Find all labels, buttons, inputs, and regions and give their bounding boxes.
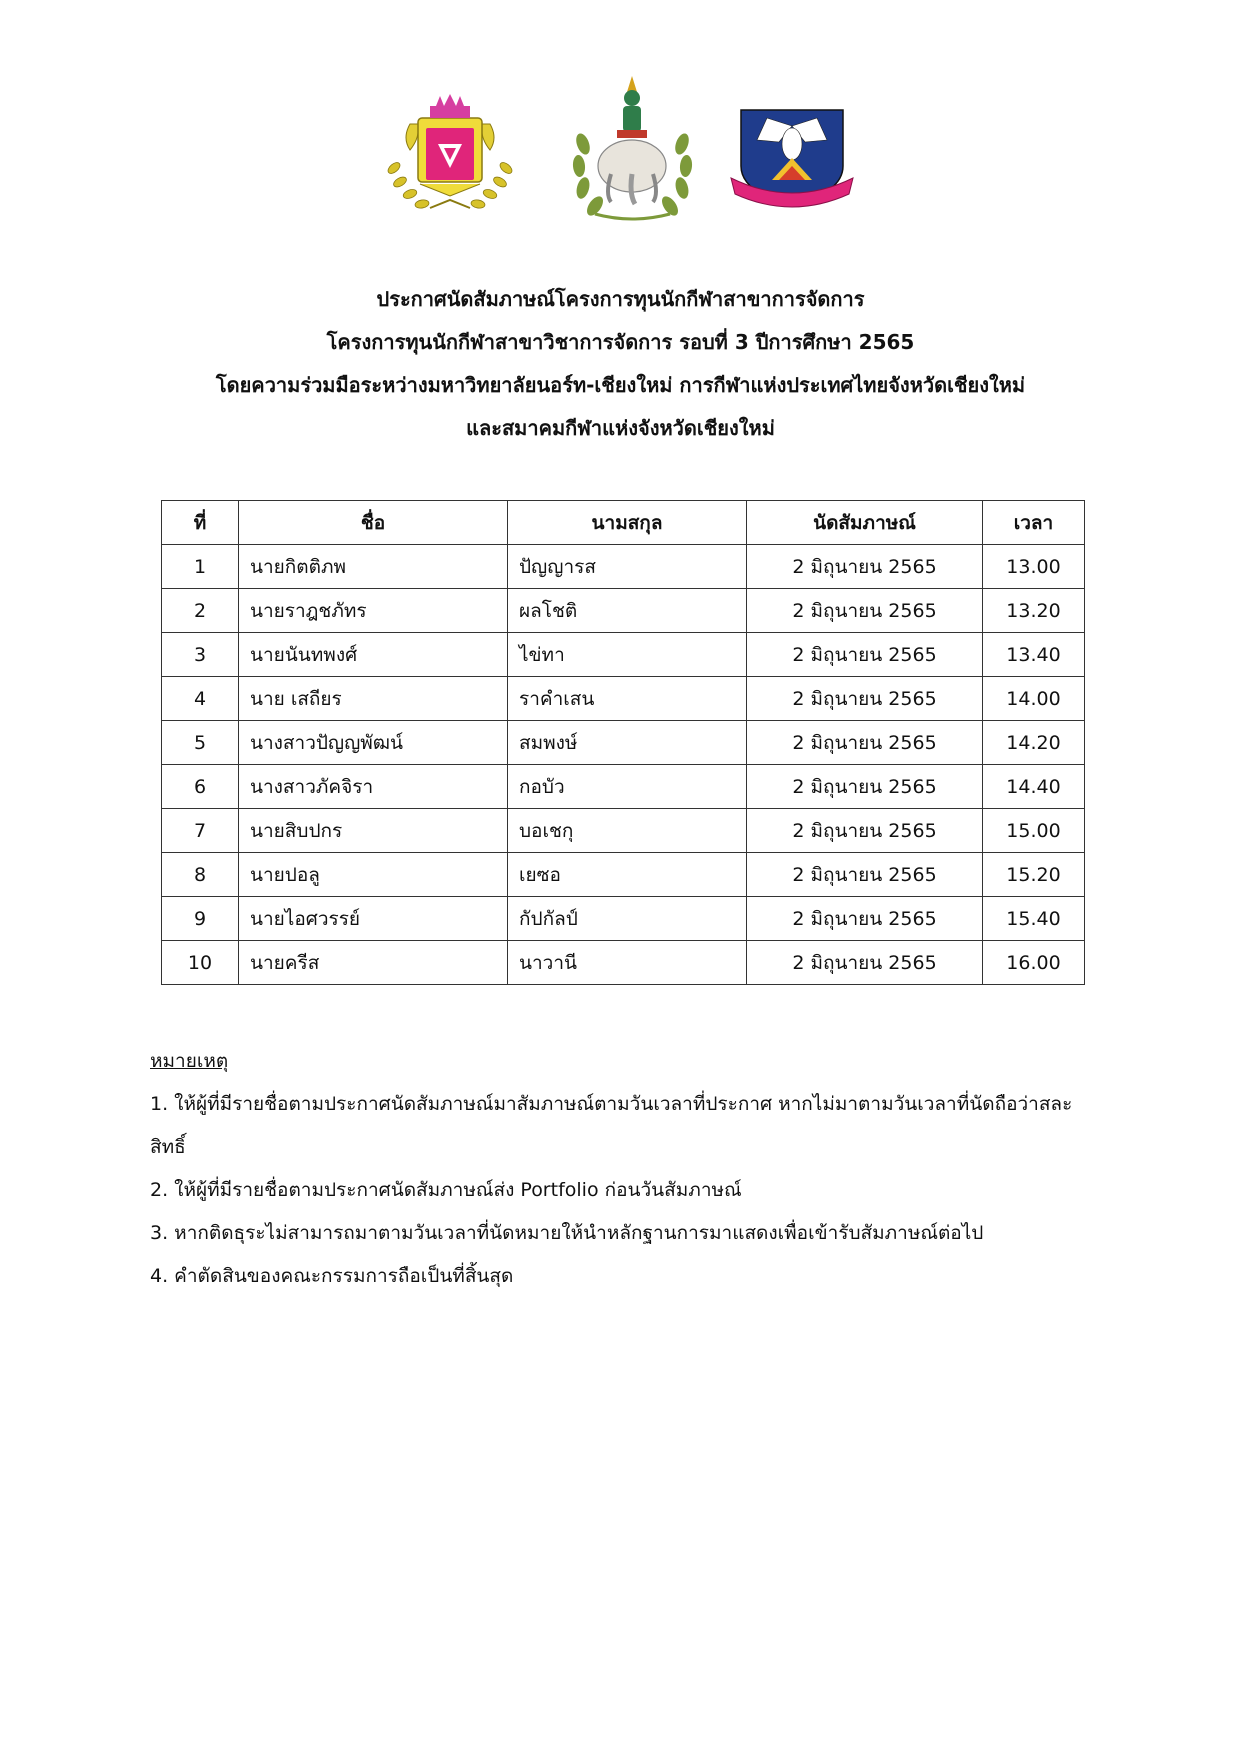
cell-last-name: เยซอ [508, 853, 747, 897]
note-item: 4. คำตัดสินของคณะกรรมการถือเป็นที่สิ้นสุด [150, 1265, 514, 1287]
notes-section [150, 1040, 1100, 1298]
cell-number: 2 [162, 589, 239, 633]
note-item: 1. ให้ผู้ที่มีรายชื่อตามประกาศนัดสัมภาษณ์มาสัมภาษณ์ตามวันเวลาที่ประกาศ หากไม่มาตามวันเวลาที่นัดถือว่าสละสิทธิ์ [150, 1093, 1073, 1158]
cell-first-name: นายกิตติภพ [239, 545, 508, 589]
cell-interview-date: 2 มิถุนายน 2565 [747, 765, 983, 809]
cell-last-name: กอบัว [508, 765, 747, 809]
table-row [162, 677, 1085, 721]
table-row [162, 853, 1085, 897]
column-header-interview-date: นัดสัมภาษณ์ [747, 501, 983, 545]
cell-last-name: ปัญญารส [508, 545, 747, 589]
cell-interview-date: 2 มิถุนายน 2565 [747, 589, 983, 633]
cell-time: 13.20 [983, 589, 1085, 633]
cell-number: 7 [162, 809, 239, 853]
sports-authority-elephant-emblem [565, 74, 700, 239]
cell-number: 5 [162, 721, 239, 765]
table-row [162, 721, 1085, 765]
cell-number: 1 [162, 545, 239, 589]
table-header-row [162, 501, 1085, 545]
title-line: และสมาคมกีฬาแห่งจังหวัดเชียงใหม่ [466, 416, 775, 440]
cell-interview-date: 2 มิถุนายน 2565 [747, 897, 983, 941]
cell-number: 8 [162, 853, 239, 897]
cell-time: 15.20 [983, 853, 1085, 897]
cell-time: 13.00 [983, 545, 1085, 589]
column-header-last-name: นามสกุล [508, 501, 747, 545]
cell-first-name: นายปอลู [239, 853, 508, 897]
cell-interview-date: 2 มิถุนายน 2565 [747, 809, 983, 853]
cell-interview-date: 2 มิถุนายน 2565 [747, 721, 983, 765]
cell-first-name: นายนันทพงศ์ [239, 633, 508, 677]
cell-last-name: สมพงษ์ [508, 721, 747, 765]
cell-first-name: นางสาวภัคจิรา [239, 765, 508, 809]
cell-number: 10 [162, 941, 239, 985]
cell-last-name: นาวานี [508, 941, 747, 985]
cell-time: 15.00 [983, 809, 1085, 853]
cell-last-name: กัปกัลป์ [508, 897, 747, 941]
table-row [162, 809, 1085, 853]
interview-schedule-table [161, 500, 1085, 985]
cell-number: 6 [162, 765, 239, 809]
cell-interview-date: 2 มิถุนายน 2565 [747, 941, 983, 985]
cell-interview-date: 2 มิถุนายน 2565 [747, 677, 983, 721]
announcement-title [140, 278, 1101, 450]
blue-shield-wing-logo [727, 96, 857, 226]
title-line: โดยความร่วมมือระหว่างมหาวิทยาลัยนอร์ท-เชียงใหม่ การกีฬาแห่งประเทศไทยจังหวัดเชียงใหม่ [215, 373, 1026, 397]
cell-interview-date: 2 มิถุนายน 2565 [747, 853, 983, 897]
table-row [162, 633, 1085, 677]
column-header-first-name: ชื่อ [239, 501, 508, 545]
column-header-time: เวลา [983, 501, 1085, 545]
title-line: ประกาศนัดสัมภาษณ์โครงการทุนนักกีฬาสาขาการจัดการ [376, 287, 865, 311]
cell-first-name: นายสิบปกร [239, 809, 508, 853]
cell-last-name: ผลโชติ [508, 589, 747, 633]
table-row [162, 941, 1085, 985]
cell-time: 14.00 [983, 677, 1085, 721]
cell-time: 14.20 [983, 721, 1085, 765]
cell-interview-date: 2 มิถุนายน 2565 [747, 633, 983, 677]
cell-number: 9 [162, 897, 239, 941]
note-item: 3. หากติดธุระไม่สามารถมาตามวันเวลาที่นัดหมายให้นำหลักฐานการมาแสดงเพื่อเข้ารับสัมภาษณ์ต่อไป [150, 1222, 984, 1244]
pink-yellow-crest-logo [380, 88, 520, 228]
cell-time: 16.00 [983, 941, 1085, 985]
table-row [162, 765, 1085, 809]
table-row [162, 589, 1085, 633]
cell-time: 15.40 [983, 897, 1085, 941]
cell-number: 4 [162, 677, 239, 721]
cell-last-name: บอเชกุ [508, 809, 747, 853]
cell-interview-date: 2 มิถุนายน 2565 [747, 545, 983, 589]
notes-heading: หมายเหตุ [150, 1050, 229, 1072]
logo-row [0, 68, 1241, 243]
cell-time: 14.40 [983, 765, 1085, 809]
cell-number: 3 [162, 633, 239, 677]
cell-first-name: นายราฎชภัทร [239, 589, 508, 633]
cell-first-name: นางสาวปัญญพัฒน์ [239, 721, 508, 765]
table-row [162, 545, 1085, 589]
column-header-number: ที่ [162, 501, 239, 545]
note-item: 2. ให้ผู้ที่มีรายชื่อตามประกาศนัดสัมภาษณ์ส่ง Portfolio ก่อนวันสัมภาษณ์ [150, 1179, 742, 1201]
cell-first-name: นายครีส [239, 941, 508, 985]
cell-first-name: นาย เสถียร [239, 677, 508, 721]
table-body [162, 545, 1085, 985]
cell-last-name: ราคำเสน [508, 677, 747, 721]
table-row [162, 897, 1085, 941]
cell-last-name: ไข่ทา [508, 633, 747, 677]
cell-time: 13.40 [983, 633, 1085, 677]
cell-first-name: นายไอศวรรย์ [239, 897, 508, 941]
title-line: โครงการทุนนักกีฬาสาขาวิชาการจัดการ รอบที่ 3 ปีการศึกษา 2565 [326, 330, 915, 354]
